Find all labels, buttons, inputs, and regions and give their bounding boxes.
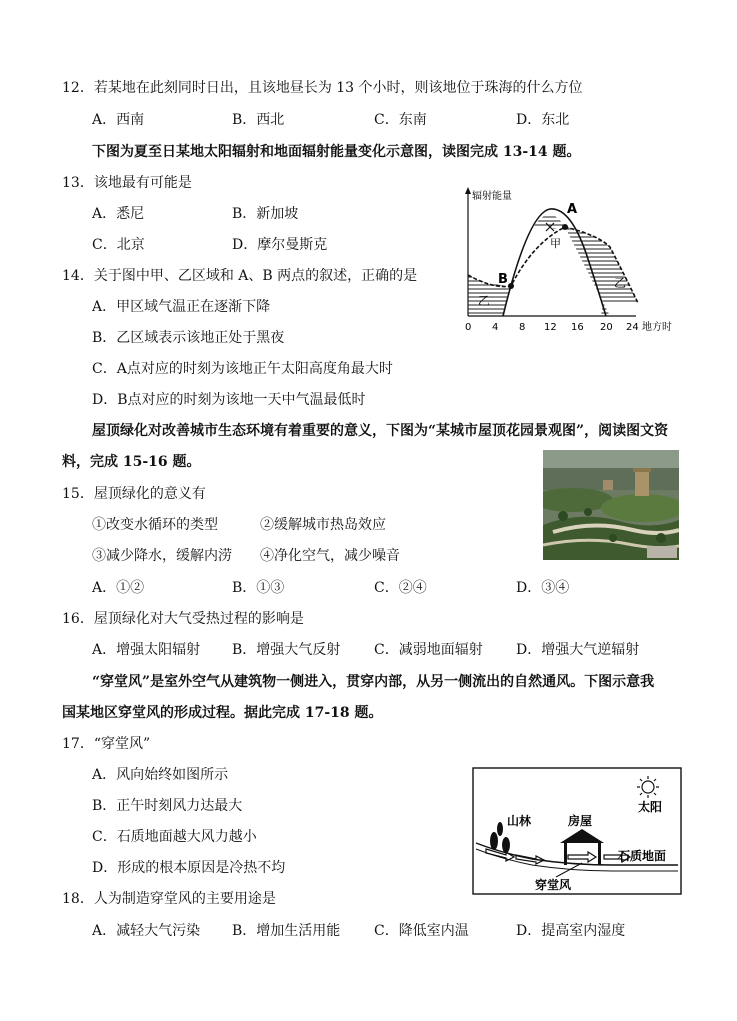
q12-option-b[interactable]: B．西北 [232,112,285,128]
q14-option-d[interactable]: D．B点对应的时刻为该地一天中气温最低时 [92,392,366,408]
q17-option-b[interactable]: B．正午时刻风力达最大 [92,798,243,814]
tree-icon [502,837,510,853]
q17-option-c[interactable]: C．石质地面越大风力越小 [92,829,257,845]
label-jia: 甲 [550,237,561,250]
q15-statement-4: ④净化空气，减少噪音 [260,548,400,564]
label-yi-left: 乙 [478,294,491,308]
q15-option-b[interactable]: B．①③ [232,580,285,596]
q12-stem: 12．若某地在此刻同时日出，且该地昼长为 13 个小时，则该地位于珠海的什么方位 [62,80,583,96]
tick-8: 8 [519,322,526,333]
q16-option-a[interactable]: A．增强太阳辐射 [92,642,201,658]
q14-option-a[interactable]: A．甲区域气温正在逐渐下降 [92,299,271,315]
intro-15-16-line1: 屋顶绿化对改善城市生态环境有着重要的意义，下图为“某城市屋顶花园景观图”，阅读图文资 [92,423,669,439]
q13-stem: 13．该地最有可能是 [62,175,192,191]
q15-option-c[interactable]: C．②④ [374,580,427,596]
tick-12: 12 [544,322,557,333]
cross-ventilation-diagram [472,767,682,895]
intro-15-16-line2: 料，完成 15-16 题。 [62,454,201,470]
q18-option-d[interactable]: D．提高室内湿度 [516,923,626,939]
q15-statement-1: ①改变水循环的类型 [92,517,218,533]
q17-stem: 17．“穿堂风” [62,736,151,752]
label-b: B [498,272,508,287]
tree-icon [497,822,503,836]
label-a: A [567,202,578,217]
rooftop-garden-photo [543,450,679,560]
q14-option-c[interactable]: C．A点对应的时刻为该地正午太阳高度角最大时 [92,361,393,377]
label-cross-wind: 穿堂风 [535,878,572,892]
tick-24: 24 [626,322,639,333]
tick-20: 20 [600,322,613,333]
q14-stem: 14．关于图中甲、乙区域和 A、B 两点的叙述，正确的是 [62,268,418,284]
q18-option-c[interactable]: C．降低室内温 [374,923,469,939]
figure-frame [473,768,681,894]
tree-icon [490,832,498,850]
q12-option-c[interactable]: C．东南 [374,112,427,128]
q18-option-a[interactable]: A．减轻大气污染 [92,923,201,939]
q12-option-d[interactable]: D．东北 [516,112,570,128]
q15-statement-2: ②缓解城市热岛效应 [260,517,386,533]
q12-option-a[interactable]: A．西南 [92,112,145,128]
q13-option-c[interactable]: C．北京 [92,237,145,253]
house-wall-right [598,843,601,865]
tick-4: 4 [492,322,499,333]
q13-option-d[interactable]: D．摩尔曼斯克 [232,237,328,253]
house-wall-left [564,843,567,865]
q13-option-a[interactable]: A．悉尼 [92,206,145,222]
q15-stem: 15．屋顶绿化的意义有 [62,486,206,502]
q18-option-b[interactable]: B．增加生活用能 [232,923,341,939]
intro-13-14: 下图为夏至日某地太阳辐射和地面辐射能量变化示意图，读图完成 13-14 题。 [92,144,581,160]
q15-statement-3: ③减少降水，缓解内涝 [92,548,232,564]
radiation-energy-chart [458,183,690,338]
x-axis-label: 地方时 [642,322,672,333]
point-a [562,224,568,230]
label-yi-right: 乙 [614,276,627,290]
tick-0: 0 [465,322,472,333]
q17-option-a[interactable]: A．风向始终如图所示 [92,767,229,783]
label-sun: 太阳 [638,800,663,814]
label-forest: 山林 [507,814,532,828]
q15-option-a[interactable]: A．①② [92,580,145,596]
q15-option-d[interactable]: D．③④ [516,580,570,596]
label-stone-ground: 石质地面 [618,849,667,863]
intro-17-18-line1: “穿堂风”是室外空气从建筑物一侧进入，贯穿内部，从另一侧流出的自然通风。下图示意我 [92,674,655,690]
y-axis-label: 辐射能量 [472,191,512,202]
q13-option-b[interactable]: B．新加坡 [232,206,299,222]
y-axis-arrow [465,187,471,194]
q16-option-d[interactable]: D．增强大气逆辐射 [516,642,640,658]
region-yi-shading [565,227,638,303]
q16-stem: 16．屋顶绿化对大气受热过程的影响是 [62,611,304,627]
q17-option-d[interactable]: D．形成的根本原因是冷热不均 [92,860,286,876]
point-b [508,283,514,289]
q16-option-c[interactable]: C．减弱地面辐射 [374,642,483,658]
q14-option-b[interactable]: B．乙区域表示该地正处于黑夜 [92,330,285,346]
q16-option-b[interactable]: B．增强大气反射 [232,642,341,658]
tick-16: 16 [571,322,584,333]
q18-stem: 18．人为制造穿堂风的主要用途是 [62,891,276,907]
label-house: 房屋 [568,814,593,828]
intro-17-18-line2: 国某地区穿堂风的形成过程。据此完成 17-18 题。 [62,705,383,721]
